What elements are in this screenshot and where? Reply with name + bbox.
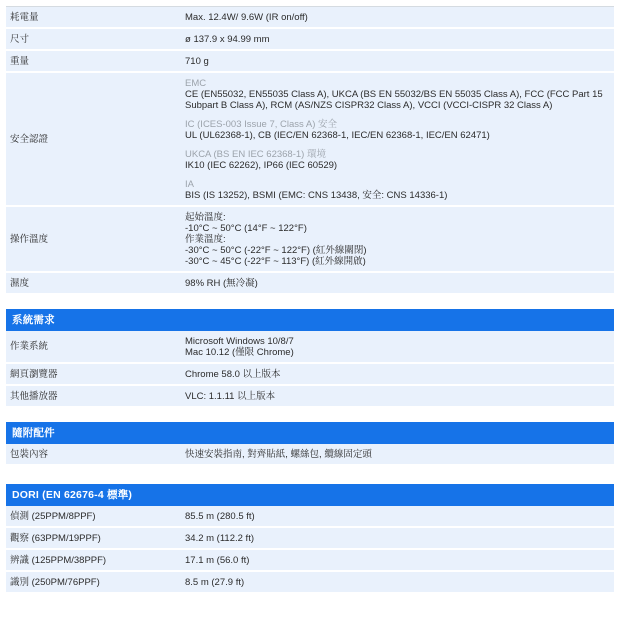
spec-value-line: 起始溫度:: [185, 211, 226, 223]
spec-row-label: 觀察 (63PPM/19PPF): [10, 532, 101, 544]
spec-row-value: [185, 550, 614, 570]
spec-row-label: 其他播放器: [10, 390, 58, 402]
spec-row: [6, 550, 614, 572]
spec-sections: [6, 6, 614, 594]
spec-value-line: 34.2 m (112.2 ft): [185, 532, 254, 544]
spec-value-line: 710 g: [185, 55, 209, 67]
section-rows: [6, 506, 614, 594]
spec-row-value: [185, 364, 614, 384]
spec-value-line: BIS (IS 13252), BSMI (EMC: CNS 13438, 安全: CNS 14336-1): [185, 189, 448, 201]
spec-row: [6, 273, 614, 295]
spec-value-line: UL (UL62368-1), CB (IEC/EN 62368-1, IEC/EN 62368-1, IEC/EN 62471): [185, 129, 490, 141]
spec-value-line: CE (EN55032, EN55035 Class A), UKCA (BS EN 55032/BS EN 55035 Class A), FCC (FCC Part 15 Subpart B Class A), RCM (AS/NZS CISPR32 Class A), VCCI (VCCI-CISPR 32 Class A): [185, 88, 606, 111]
spec-value-line: 8.5 m (27.9 ft): [185, 576, 245, 588]
spec-row-value: [185, 386, 614, 406]
spec-row-value: [185, 444, 614, 464]
spec-value-line: ø 137.9 x 94.99 mm: [185, 33, 270, 45]
spec-row: [6, 386, 614, 408]
spec-row-label: 濕度: [10, 277, 30, 289]
spec-row-value: [185, 273, 614, 293]
spec-row-label: 重量: [10, 55, 30, 67]
spec-section: [6, 6, 614, 295]
spec-row-label: 作業系統: [10, 341, 49, 352]
spec-row: [6, 364, 614, 386]
section-rows: [6, 444, 614, 466]
spec-row: [6, 572, 614, 594]
spec-row-value: [185, 572, 614, 592]
spec-value-line: [185, 111, 610, 119]
spec-row: [6, 207, 614, 273]
spec-subheader-line: IA: [185, 178, 194, 190]
section-header: 隨附配件: [6, 422, 614, 444]
spec-row: [6, 51, 614, 73]
spec-row-value: [185, 207, 614, 271]
spec-row-value: [185, 73, 614, 205]
spec-value-line: [185, 141, 610, 149]
spec-value-line: Microsoft Windows 10/8/7: [185, 335, 294, 347]
spec-subheader-line: EMC: [185, 77, 207, 89]
spec-row-value: [185, 506, 614, 526]
spec-row-label: 辨識 (125PPM/38PPF): [10, 554, 107, 566]
spec-row-label: 尺寸: [10, 33, 30, 45]
spec-row-label: 偵測 (25PPM/8PPF): [10, 510, 96, 522]
spec-row: [6, 331, 614, 364]
spec-value-line: Max. 12.4W/ 9.6W (IR on/off): [185, 11, 308, 23]
section-header: 系統需求: [6, 309, 614, 331]
spec-row-value: [185, 528, 614, 548]
spec-value-line: 17.1 m (56.0 ft): [185, 554, 250, 566]
section-header: DORI (EN 62676-4 標準): [6, 484, 614, 506]
spec-row-label: 耗電量: [10, 11, 39, 23]
spec-row-label: 包裝內容: [10, 448, 49, 460]
spec-value-line: 作業溫度:: [185, 233, 226, 245]
spec-value-line: 85.5 m (280.5 ft): [185, 510, 255, 522]
spec-value-line: -30°C ~ 50°C (-22°F ~ 122°F) (紅外線關閉): [185, 244, 367, 256]
spec-row-value: [185, 331, 614, 362]
spec-row-label: 操作溫度: [10, 233, 49, 245]
spec-section: [6, 484, 614, 594]
spec-row: [6, 506, 614, 528]
spec-row: [6, 29, 614, 51]
spec-row: [6, 7, 614, 29]
spec-value-line: VLC: 1.1.11 以上版本: [185, 390, 276, 402]
spec-row-label: 網頁瀏覽器: [10, 368, 58, 380]
spec-row-value: [185, 29, 614, 49]
spec-row: [6, 73, 614, 207]
spec-subheader-line: IC (ICES-003 Issue 7, Class A) 安全: [185, 118, 338, 130]
section-rows: [6, 331, 614, 408]
spec-row-value: [185, 7, 614, 27]
spec-row: [6, 444, 614, 466]
section-rows: [6, 6, 614, 295]
spec-subheader-line: UKCA (BS EN IEC 62368-1) 環境: [185, 148, 326, 160]
spec-row-value: [185, 51, 614, 71]
spec-value-line: Mac 10.12 (僅限 Chrome): [185, 346, 294, 358]
spec-value-line: [185, 171, 610, 179]
spec-row-label: 安全認證: [10, 133, 49, 145]
spec-value-line: IK10 (IEC 62262), IP66 (IEC 60529): [185, 159, 338, 171]
spec-row: [6, 528, 614, 550]
spec-value-line: 快速安裝指南, 對齊貼紙, 螺絲包, 纜線固定頭: [185, 448, 372, 460]
spec-value-line: -30°C ~ 45°C (-22°F ~ 113°F) (紅外線開啟): [185, 255, 366, 267]
spec-row-label: 識別 (250PM/76PPF): [10, 576, 100, 588]
spec-value-line: -10°C ~ 50°C (14°F ~ 122°F): [185, 222, 307, 234]
spec-value-line: Chrome 58.0 以上版本: [185, 368, 281, 380]
spec-section: [6, 422, 614, 466]
spec-value-line: 98% RH (無冷凝): [185, 277, 258, 289]
spec-section: [6, 309, 614, 408]
